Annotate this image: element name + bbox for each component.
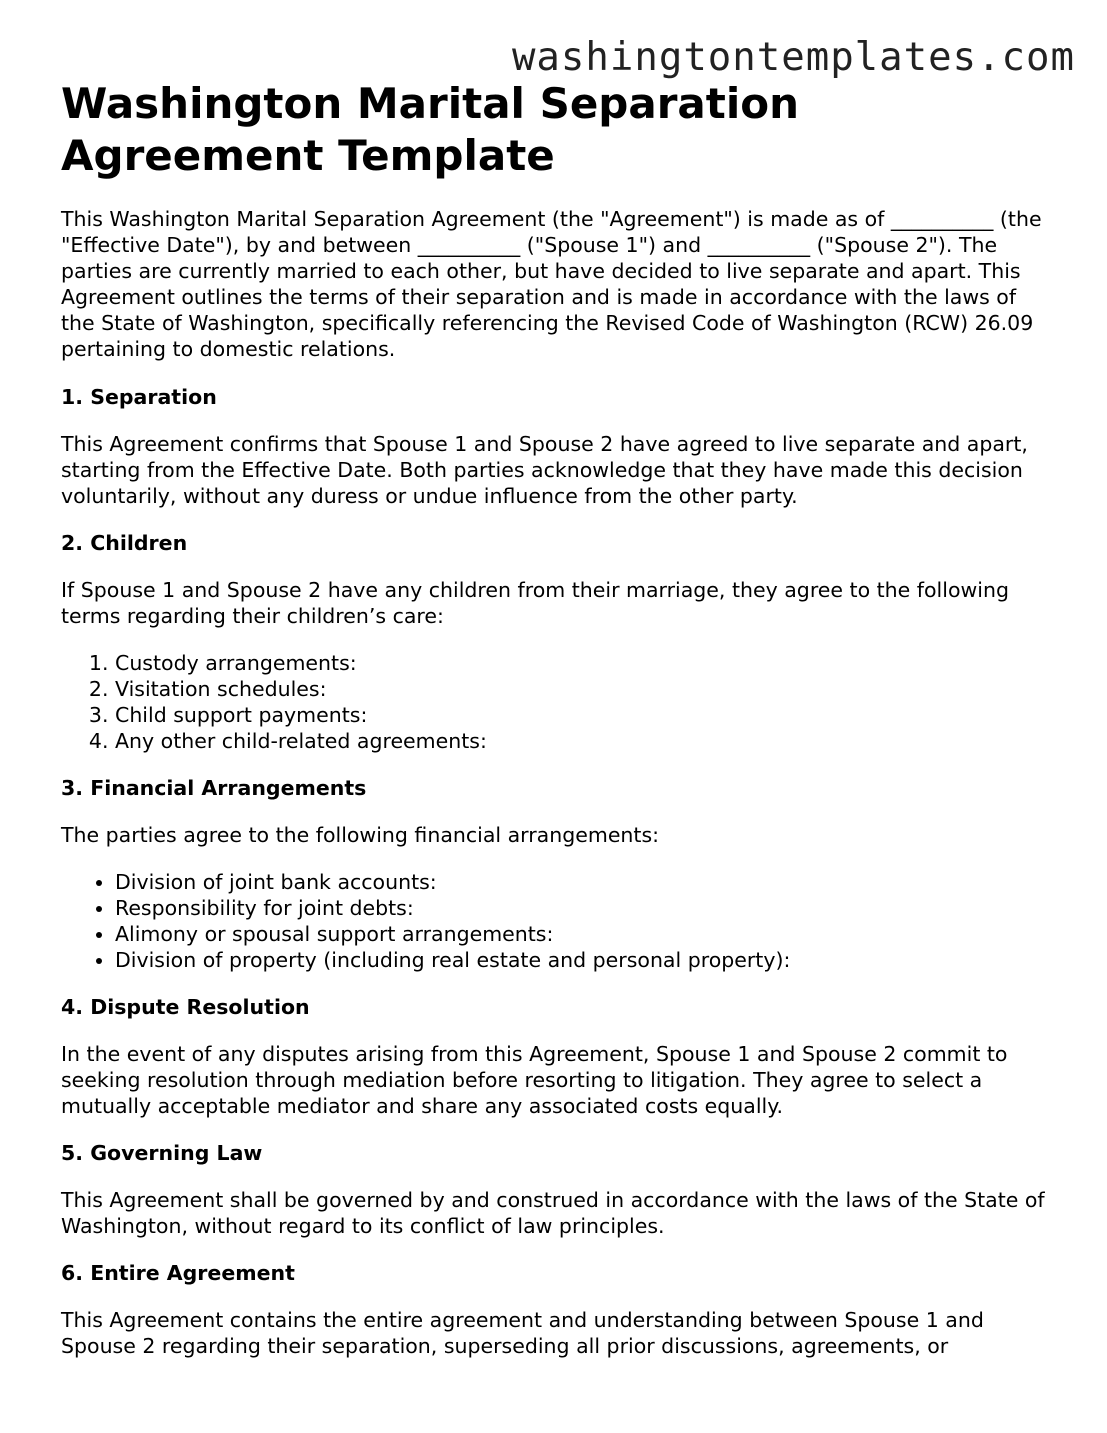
- document-body: [61, 78, 1051, 1380]
- section-heading-children: 2. Children: [61, 531, 188, 555]
- site-watermark: washingtontemplates.com: [511, 35, 1075, 80]
- section-body-separation: This Agreement confirms that Spouse 1 and Spouse 2 have agreed to live separate and apart, starting from the Effective Date. Both parties acknowledge that they have made this decision voluntarily, without any duress or undue influence from the other party.: [61, 432, 1028, 508]
- document-title: Washington Marital Separation Agreement Template: [61, 79, 799, 180]
- section-heading-dispute: 4. Dispute Resolution: [61, 995, 310, 1019]
- list-item: • Division of property (including real estate and personal property):: [115, 947, 1051, 973]
- section-heading-financial: 3. Financial Arrangements: [61, 776, 367, 800]
- section-body-entire-agreement: This Agreement contains the entire agreement and understanding between Spouse 1 and Spouse 2 regarding their separation, superseding all prior discussions, agreements, or: [61, 1308, 984, 1358]
- section-body-children: If Spouse 1 and Spouse 2 have any children from their marriage, they agree to the following terms regarding their children’s care:: [61, 578, 1009, 628]
- financial-terms-list: [61, 869, 1051, 973]
- list-item: • Alimony or spousal support arrangements:: [115, 921, 1051, 947]
- list-item: 4. Any other child-related agreements:: [115, 728, 1051, 754]
- children-terms-list: [61, 650, 1051, 754]
- list-item: • Responsibility for joint debts:: [115, 895, 1051, 921]
- section-heading-entire-agreement: 6. Entire Agreement: [61, 1261, 295, 1285]
- list-item: 3. Child support payments:: [115, 702, 1051, 728]
- section-body-financial: The parties agree to the following financial arrangements:: [61, 823, 660, 847]
- list-item: • Division of joint bank accounts:: [115, 869, 1051, 895]
- list-item: 2. Visitation schedules:: [115, 676, 1051, 702]
- section-body-governing-law: This Agreement shall be governed by and construed in accordance with the laws of the State of Washington, without regard to its conflict of law principles.: [61, 1188, 1045, 1238]
- section-heading-governing-law: 5. Governing Law: [61, 1141, 263, 1165]
- section-body-dispute: In the event of any disputes arising from this Agreement, Spouse 1 and Spouse 2 commit to seeking resolution through mediation before resorting to litigation. They agree to select a mutually acceptable mediator and share any associated costs equally.: [61, 1042, 1008, 1118]
- intro-paragraph: This Washington Marital Separation Agreement (the "Agreement") is made as of __________ (the "Effective Date"), by and between __________ ("Spouse 1") and __________ ("Spouse 2"). The parties are currently married to each other, but have decided to live separate and apart. This Agreement outlines the terms of their separation and is made in accordance with the laws of the State of Washington, specifically referencing the Revised Code of Washington (RCW) 26.09 pertaining to domestic relations.: [61, 207, 1042, 361]
- list-item: 1. Custody arrangements:: [115, 650, 1051, 676]
- section-heading-separation: 1. Separation: [61, 385, 217, 409]
